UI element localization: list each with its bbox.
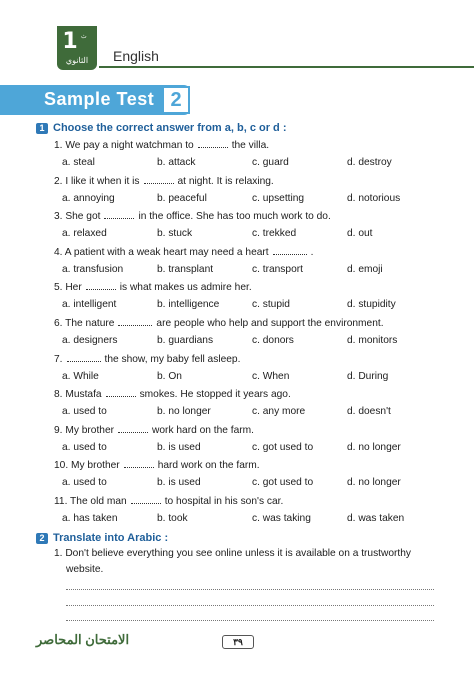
answer-blank [131, 495, 161, 504]
answer-option[interactable]: c. transport [252, 263, 303, 275]
answer-option[interactable]: d. doesn't [347, 406, 391, 418]
answer-option[interactable]: d. no longer [347, 477, 401, 489]
question-text [54, 495, 283, 507]
answer-option[interactable]: a. annoying [62, 192, 115, 204]
answer-option[interactable]: b. intelligence [157, 299, 220, 311]
answer-option[interactable]: c. When [252, 370, 290, 382]
answer-option[interactable]: c. upsetting [252, 192, 305, 204]
answer-blank [198, 139, 228, 148]
answer-option[interactable]: a. transfusion [62, 263, 124, 275]
question-stem: 3. She got [54, 211, 101, 223]
answer-blank [118, 424, 148, 433]
question-stem: 7. [54, 353, 63, 365]
answer-option[interactable]: b. peaceful [157, 192, 207, 204]
answer-option[interactable]: a. designers [62, 335, 118, 346]
grade-number: 1 [62, 29, 78, 54]
question-text [54, 246, 313, 258]
answer-option[interactable]: a. has taken [62, 513, 118, 524]
question-stem: 6. The nature [54, 318, 115, 329]
answer-blank [118, 317, 152, 326]
question-tail: to hospital in his son's car. [164, 496, 284, 507]
header-divider [99, 66, 474, 68]
question-text [54, 317, 384, 329]
question-text [54, 139, 269, 151]
question-stem: 4. A patient with a weak heart may need a heart [54, 246, 269, 258]
answer-option[interactable]: a. relaxed [62, 228, 107, 240]
section-1-number: 1 [36, 123, 48, 134]
question-text [54, 459, 260, 471]
answer-option[interactable]: a. used to [62, 441, 107, 453]
question-text [54, 424, 254, 436]
question-tail: are people who help and support the environment. [156, 318, 384, 329]
question-stem: 1. We pay a night watchman to [54, 140, 194, 151]
answer-blank [124, 459, 154, 468]
answer-option[interactable]: c. was taking [252, 513, 311, 524]
question-tail: . [310, 246, 314, 258]
answer-option[interactable]: b. On [157, 370, 182, 382]
answer-option[interactable]: a. steal [62, 157, 95, 168]
answer-blank [144, 175, 174, 184]
translate-sentence-line1: 1. Don't believe everything you see online unless it is available on a trustworthy [54, 548, 412, 559]
question-text [54, 175, 274, 187]
answer-option[interactable]: b. transplant [157, 263, 214, 275]
banner-number: 2 [162, 86, 190, 114]
question-tail: work hard on the farm. [152, 424, 254, 436]
answer-option[interactable]: a. used to [62, 477, 107, 489]
answer-line[interactable] [66, 620, 434, 621]
answer-option[interactable]: d. no longer [347, 441, 401, 453]
section-1-title: Choose the correct answer from a, b, c or d : [53, 122, 287, 134]
question-tail: at night. It is relaxing. [177, 175, 274, 187]
question-stem: 8. Mustafa [54, 389, 102, 401]
answer-blank [106, 388, 136, 397]
section-2-number: 2 [36, 533, 48, 544]
subject-title: English [113, 48, 159, 64]
answer-option[interactable]: b. attack [157, 157, 196, 168]
answer-option[interactable]: d. emoji [347, 263, 383, 275]
question-text [54, 281, 252, 293]
answer-line[interactable] [66, 589, 434, 590]
question-tail: hard work on the farm. [157, 460, 260, 472]
banner-title: Sample Test [44, 89, 155, 109]
answer-option[interactable]: d. stupidity [347, 299, 396, 311]
question-tail: is what makes us admire her. [119, 282, 252, 294]
question-stem: 2. I like it when it is [54, 175, 140, 187]
answer-option[interactable]: b. stuck [157, 228, 193, 240]
question-text [54, 210, 331, 222]
question-stem: 10. My brother [54, 460, 120, 472]
question-text [54, 388, 291, 400]
answer-option[interactable]: b. guardians [157, 335, 214, 346]
answer-line[interactable] [66, 605, 434, 606]
answer-blank [273, 246, 307, 255]
answer-option[interactable]: d. notorious [347, 192, 401, 204]
question-stem: 9. My brother [54, 424, 115, 436]
answer-option[interactable]: b. took [157, 513, 188, 524]
answer-option[interactable]: a. While [62, 370, 99, 382]
question-tail: the villa. [231, 140, 270, 151]
question-tail: smokes. He stopped it years ago. [139, 389, 291, 401]
answer-option[interactable]: c. stupid [252, 299, 290, 311]
question-tail: in the office. She has too much work to do. [138, 211, 331, 223]
question-tail: the show, my baby fell asleep. [104, 353, 241, 365]
section-2-title: Translate into Arabic : [53, 532, 169, 544]
answer-option[interactable]: d. destroy [347, 157, 392, 168]
answer-option[interactable]: c. guard [252, 157, 289, 168]
page-number: ٣٩ [222, 635, 254, 649]
answer-option[interactable]: a. used to [62, 406, 107, 418]
answer-option[interactable]: b. is used [157, 477, 201, 489]
answer-option[interactable]: b. is used [157, 441, 201, 453]
translate-sentence-line2: website. [66, 564, 104, 575]
answer-option[interactable]: c. got used to [252, 441, 314, 453]
answer-blank [86, 281, 116, 290]
answer-option[interactable]: b. no longer [157, 406, 211, 418]
answer-option[interactable]: c. any more [252, 406, 306, 418]
question-stem: 5. Her [54, 282, 82, 294]
question-stem: 11. The old man [54, 496, 127, 507]
answer-option[interactable]: d. monitors [347, 335, 398, 346]
answer-option[interactable]: d. was taken [347, 513, 405, 524]
footer-logo: الامتحان المحاصر [36, 632, 130, 647]
answer-option[interactable]: d. out [347, 228, 373, 240]
grade-side-label: ث [81, 34, 87, 40]
answer-option[interactable]: d. During [347, 370, 389, 382]
answer-option[interactable]: c. trekked [252, 228, 297, 240]
grade-sub-label: الثانوي [65, 56, 89, 65]
answer-option[interactable]: c. got used to [252, 477, 314, 489]
answer-blank [67, 353, 101, 362]
answer-option[interactable]: c. donors [252, 335, 294, 346]
grade-badge [57, 26, 97, 70]
question-text [54, 353, 240, 365]
answer-blank [104, 210, 134, 219]
answer-option[interactable]: a. intelligent [62, 299, 117, 311]
